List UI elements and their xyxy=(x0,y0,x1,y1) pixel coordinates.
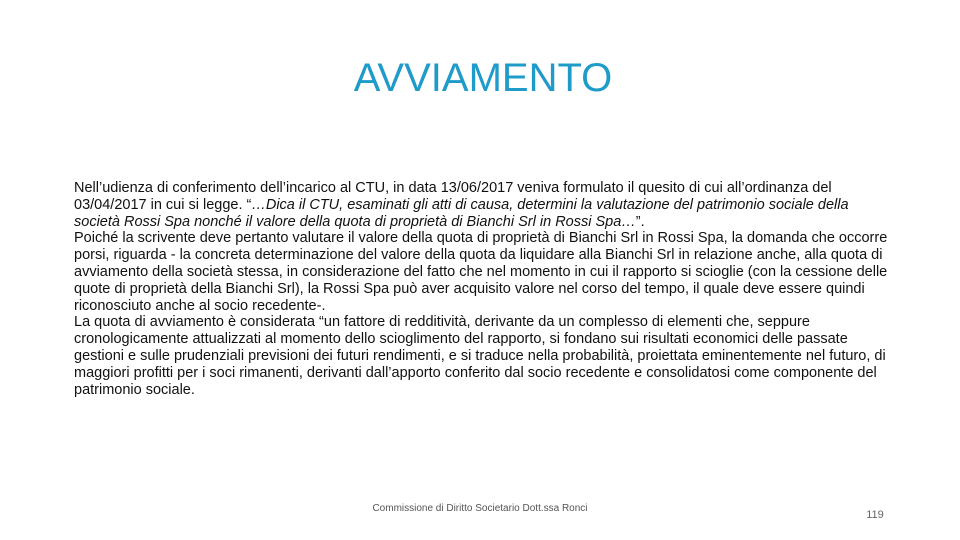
body-paragraph-1 xyxy=(74,180,892,230)
paragraph-1-text: Nell’udienza di conferimento dell’incarico al CTU, in data 13/06/2017 veniva formulato il quesito di cui all’ordinanza del 03/04/2017 in cui si legge. “ xyxy=(74,180,832,213)
slide-body xyxy=(74,180,892,398)
slide-title: AVVIAMENTO xyxy=(353,56,613,100)
body-paragraph-3: La quota di avviamento è considerata “un fattore di redditività, derivante da un complesso di elementi che, seppure cronologicamente attualizzati al momento dello scioglimento del rapporto, si fondano sui risultati economici delle passate gestioni e sulle prudenziali previsioni dei futuri rendimenti, e si traduce nella probabilità, proiettata eminentemente nel futuro, di maggiori profitti per i soci rimanenti, derivanti dall’apporto conferito dal socio recedente e consolidatosi come componente del patrimonio sociale. xyxy=(74,314,886,398)
body-paragraph-2: Poiché la scrivente deve pertanto valutare il valore della quota di proprietà di Bianchi Srl in Rossi Spa, la domanda che occorre porsi, riguarda - la concreta determinazione del valore della quota da liquidare alla Bianchi Srl in relazione anche, alla quota di avviamento della società stessa, in considerazione del fatto che nel momento in cui il rapporto si scioglie (con la cessione delle quote di proprietà della Bianchi Srl), la Rossi Spa può aver acquisito valore nel corso del tempo, il quale deve essere quindi riconosciuto anche al socio recedente-. xyxy=(74,230,888,314)
slide-footer: Commissione di Diritto Societario Dott.ssa Ronci xyxy=(372,503,588,514)
quoted-question-text: …Dica il CTU, esaminati gli atti di causa, determini la valutazione del patrimonio sociale della società Rossi Spa nonché il valore della quota di proprietà di Bianchi Srl in Rossi Spa… xyxy=(74,196,849,230)
paragraph-1-closing: ”. xyxy=(635,213,645,230)
page-number: 119 xyxy=(866,509,884,521)
